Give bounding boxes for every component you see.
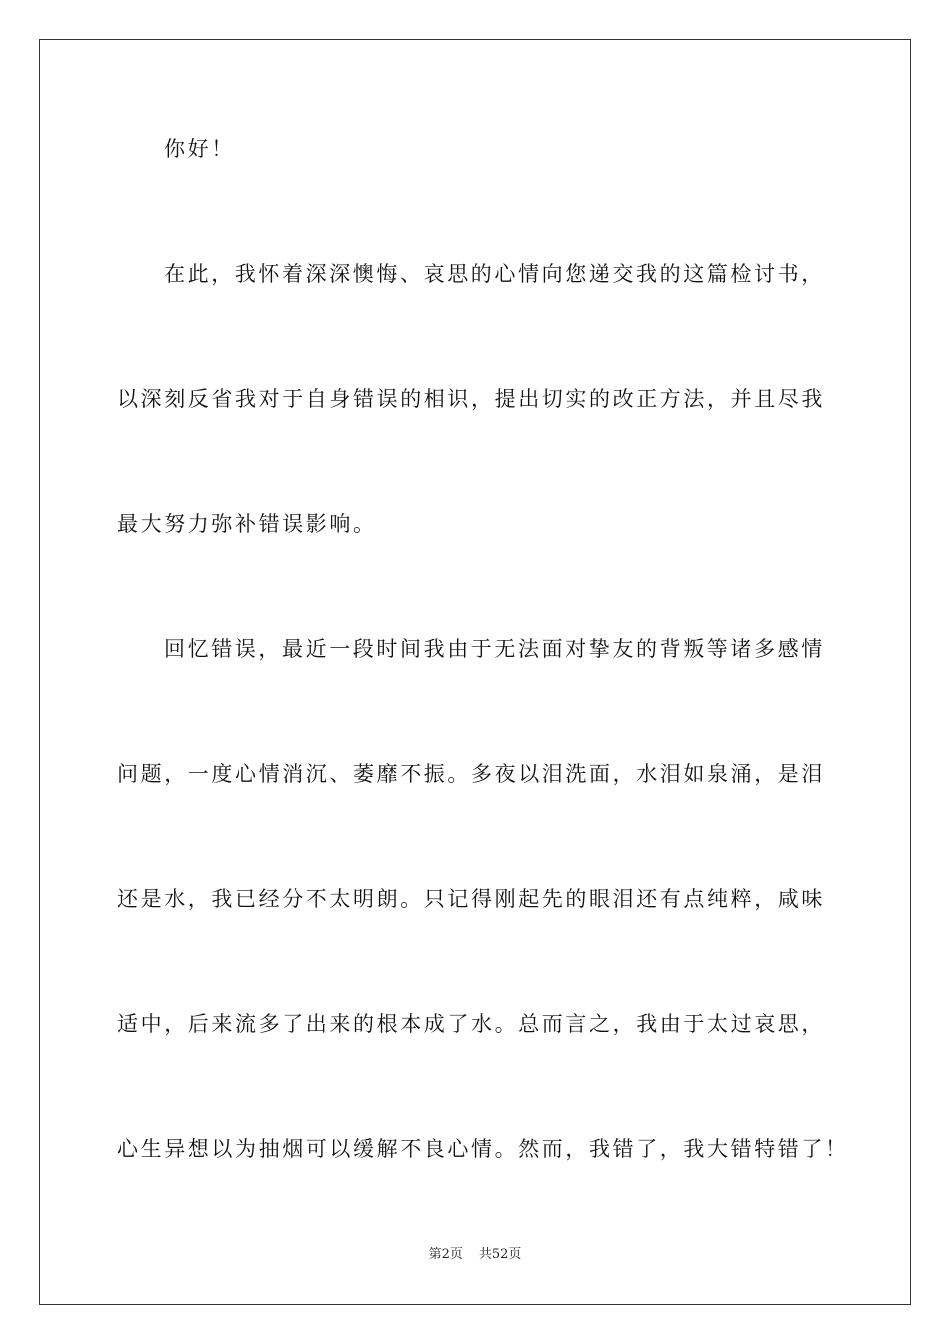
paragraph-2-line-5: 心生异想以为抽烟可以缓解不良心情。然而，我错了，我大错特错了！ bbox=[117, 1137, 849, 1161]
paragraph-2-line-4: 适中，后来流多了出来的根本成了水。总而言之，我由于太过哀思， bbox=[117, 1012, 825, 1036]
paragraph-2-line-2: 问题，一度心情消沉、萎靡不振。多夜以泪洗面，水泪如泉涌，是泪 bbox=[117, 762, 825, 786]
paragraph-1-line-3: 最大努力弥补错误影响。 bbox=[117, 512, 377, 536]
paragraph-2-line-3: 还是水，我已经分不太明朗。只记得刚起先的眼泪还有点纯粹，咸味 bbox=[117, 887, 825, 911]
page-total: 共52页 bbox=[478, 1247, 522, 1262]
page-number: 第2页 bbox=[428, 1247, 463, 1262]
greeting-line: 你好！ bbox=[164, 137, 235, 161]
paragraph-2-line-1: 回忆错误，最近一段时间我由于无法面对挚友的背叛等诸多感情 bbox=[164, 637, 825, 661]
paragraph-1-line-1: 在此，我怀着深深懊悔、哀思的心情向您递交我的这篇检讨书， bbox=[164, 262, 825, 286]
paragraph-1-line-2: 以深刻反省我对于自身错误的相识，提出切实的改正方法，并且尽我 bbox=[117, 387, 825, 411]
page-footer bbox=[0, 1246, 950, 1264]
page-frame bbox=[39, 39, 911, 1305]
